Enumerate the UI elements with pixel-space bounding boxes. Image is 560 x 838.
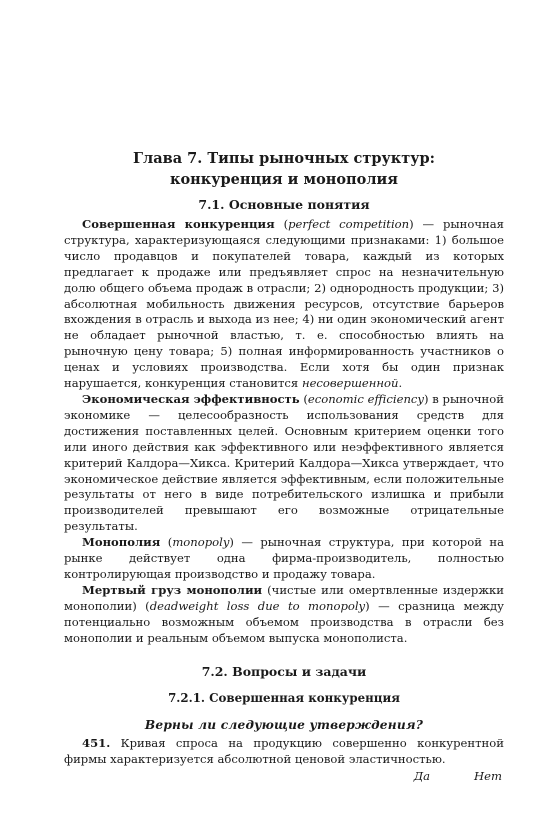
definition-aside: (чистые или омертвленные издержки монополии) ( [64,582,504,613]
definition-text: ) — рыночная структура, характеризующаяся следующими признаками: 1) большое число продавцов и покупателей товара, каждый из которых предлагает к продаже или предъявляет спрос на незначительную долю общего объема продаж в отрасли; 2) однородность продукции; 3) абсолютная мобильность движения ресурсов, отсутствие барьеров вхождения в отрасль и выхода из нее; 4) ни один экономический агент не обладает рыночной властью, т. е. способностью влиять на рыночную цену товара; 5) полная информированность участников о ценах и условиях производства. Если хотя бы один признак нарушается, конкуренция становится [64,217,504,391]
paragraph-economic-efficiency [64,392,504,535]
english-term: monopoly [172,535,230,550]
term-perfect-competition: Совершенная конкуренция [82,217,275,231]
question-451 [64,736,504,768]
chapter-title [64,148,504,190]
answer-yes: Да [413,769,431,784]
page-content [64,148,504,784]
chapter-title-line2: конкуренция и монополия [169,171,399,188]
section-title-basic-concepts: 7.1. Основные понятия [198,197,370,212]
definition-text: ) — сразница между потенциально возможным объемом производства в отрасли без монополии и реальным объемом выпуска монополиста. [64,598,504,645]
term-economic-efficiency: Экономическая эффективность [82,391,300,406]
period: . [398,376,403,391]
answer-options [64,768,504,784]
subsection-title-perfect-competition: 7.2.1. Совершенная конкуренция [168,691,400,706]
definition-text: ) — рыночная структура, при которой на рынке действует одна фирма-производитель, полностью контролирующая производство и продажу товара. [64,535,504,581]
question-block-heading: Верны ли следующие утверждения? [144,718,424,733]
section-title-questions: 7.2. Вопросы и задачи [201,664,367,680]
paren-open: ( [274,217,289,231]
english-term: perfect competition [288,217,410,231]
paragraph-monopoly [64,535,504,583]
term-monopoly: Монополия [82,535,161,550]
paragraph-perfect-competition [64,217,504,392]
question-number: 451. [82,736,111,751]
english-term: deadweight loss due to monopoly [149,598,366,613]
paren-open: ( [160,535,173,550]
answer-no: Нет [474,769,502,784]
paragraph-deadweight-loss [64,583,504,647]
paren-open: ( [299,391,308,406]
definition-text: ) в рыночной экономике — целесообразность использования средств для достижения поставленных целей. Основным критерием оценки того или иного действия как эффективного или неэффективного является критерий Калдора—Хикса. Критерий Калдора—Хикса утверждает, что экономическое действие является эффективным, если положительные результаты от него в виде потребительского излишка и прибыли производителей превышают его возможные отрицательные результаты. [64,391,504,534]
chapter-title-line1: Глава 7. Типы рыночных структур: [133,150,435,167]
question-text: Кривая спроса на продукцию совершенно конкурентной фирмы характеризуется абсолютной ценовой эластичностью. [64,736,504,767]
italic-term: несовершенной [301,376,399,391]
term-deadweight-loss: Мертвый груз монополии [82,582,263,597]
english-term: economic efficiency [307,391,424,406]
